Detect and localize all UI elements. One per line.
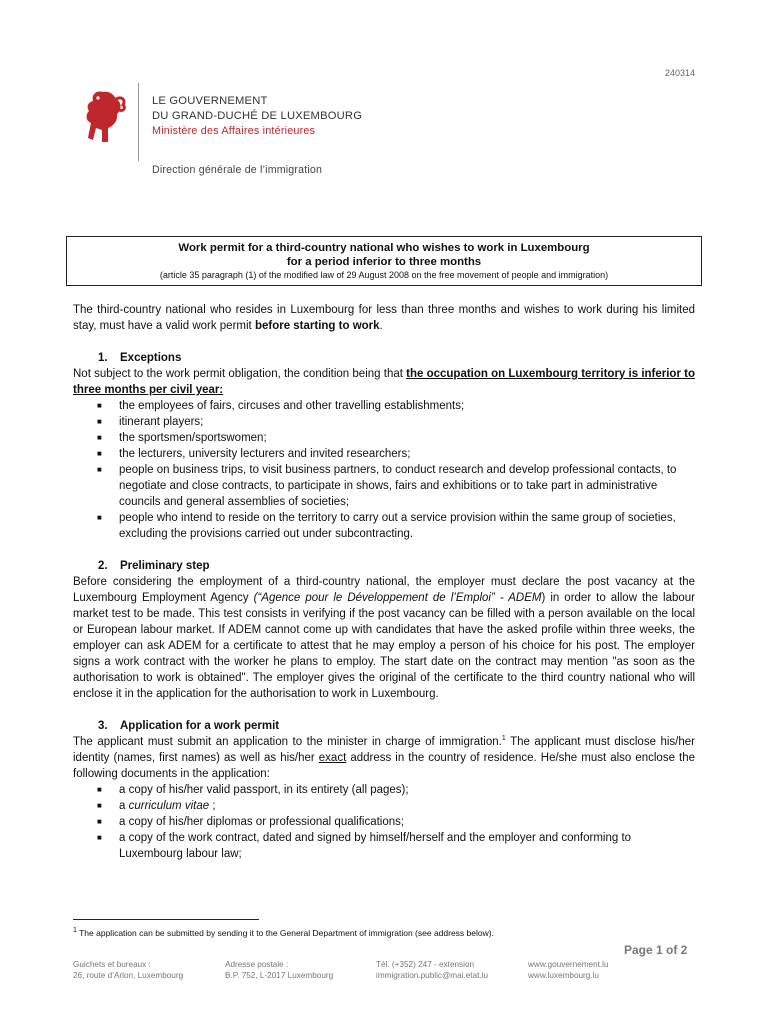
ministry-name: Ministère des Affaires intérieures [152,125,316,137]
list-item: ■ the sportsmen/sportswomen; [97,432,267,444]
list-item: ■ a copy of the work contract, dated and signed by himself/herself and the employer and conforming to Luxembourg labour law; [97,832,632,860]
footer-office-address: Guichets et bureaux : 26, route d’Arlon, Luxembourg [73,960,184,980]
list-item: ■ a copy of his/her diplomas or professional qualifications; [97,816,405,828]
footnote-separator [73,919,259,920]
header-divider [138,83,139,161]
footer-contact: Tél. (+352) 247 - extension immigration.public@mai.etat.lu [376,960,489,980]
documents-list [73,782,695,862]
red-lion-coat-of-arms-icon [78,88,128,144]
title-box [66,236,702,286]
direction-name: Direction générale de l’immigration [152,164,323,176]
list-item: ■ a copy of his/her valid passport, in its entirety (all pages); [97,784,409,796]
website-link[interactable]: www.gouvernement.lu [528,960,609,969]
document-reference: 240314 [664,68,695,78]
title-line1: Work permit for a third-country national who wishes to work in Luxembourg [178,242,590,254]
list-item: ■ the employees of fairs, circuses and other travelling establishments; [97,400,465,412]
document-body [73,302,695,862]
website-link[interactable]: www.luxembourg.lu [528,971,599,980]
title-line2: for a period inferior to three months [286,256,482,268]
preliminary-step-paragraph: Before considering the employment of a third-country national, the employer must declare the post vacancy at the Luxembourg Employment Agency (“Agence pour le Développement de l’Emploi” - ADEM) in order to allow the labour market test to be made. This test consists in verifying if the post vacancy can be filled with a person available on the local or European labour market. If ADEM cannot come up with candidates that have the asked profile within three weeks, the employer can ask ADEM for a certificate to attest that he may employ a person of his choice for his post. The employer signs a work contract with the worker he plans to employ. The start date on the contract may mention "as soon as the authorisation to work is obtained". The employer gives the original of the certificate to the third country national who will enclose it in the application for the authorisation to work in Luxembourg. [73,576,695,700]
legal-reference: (article 35 paragraph (1) of the modified law of 29 August 2008 on the free movement of people and immigration) [159,270,609,280]
page-number: Page 1 of 2 [624,943,688,957]
section-heading-preliminary-step: 2. Preliminary step [98,560,210,572]
section-heading-exceptions: 1. Exceptions [98,352,182,364]
footnote: $^1$ The application can be submitted by sending it to the General Department of immigration (see address below). [73,927,494,938]
list-item: ■ a curriculum vitae ; [97,800,216,812]
list-item: ■ itinerant players; [97,416,204,428]
list-item: ■ people who intend to reside on the territory to carry out a service provision within the same group of societies, excluding the provisions carried out under subcontracting. [97,512,676,540]
section-heading-application: 3. Application for a work permit [98,720,280,732]
intro-paragraph: The third-country national who resides in Luxembourg for less than three months and wishes to work during his limited stay, must have a valid work permit before starting to work. [73,304,695,332]
footer-postal-address: Adresse postale : B.P. 752, L-2017 Luxembourg [225,960,334,980]
footer-websites [528,959,609,981]
government-name-line1: LE GOUVERNEMENT [152,95,268,107]
application-paragraph: The applicant must submit an application to the minister in charge of immigration.$^1$ The applicant must disclose his/her identity (names, first names) as well as his/her exact address in the country of residence. He/she must also enclose the following documents in the application: [73,735,696,780]
exceptions-list [73,398,695,542]
list-item: ■ people on business trips, to visit business partners, to conduct research and develop professional contacts, to negotiate and close contracts, to participate in shows, fairs and exhibitions or to take part in administrative councils and general assemblies of societies; [97,464,677,508]
footnote-reference[interactable]: 1 [501,735,506,743]
list-item: ■ the lecturers, university lecturers and invited researchers; [97,448,411,460]
exceptions-paragraph: Not subject to the work permit obligation, the condition being that the occupation on Luxembourg territory is inferior to three months per civil year: [73,368,695,396]
government-name-line2: DU GRAND-DUCHÉ DE LUXEMBOURG [152,110,363,122]
email-link[interactable]: immigration.public@mai.etat.lu [376,971,489,980]
